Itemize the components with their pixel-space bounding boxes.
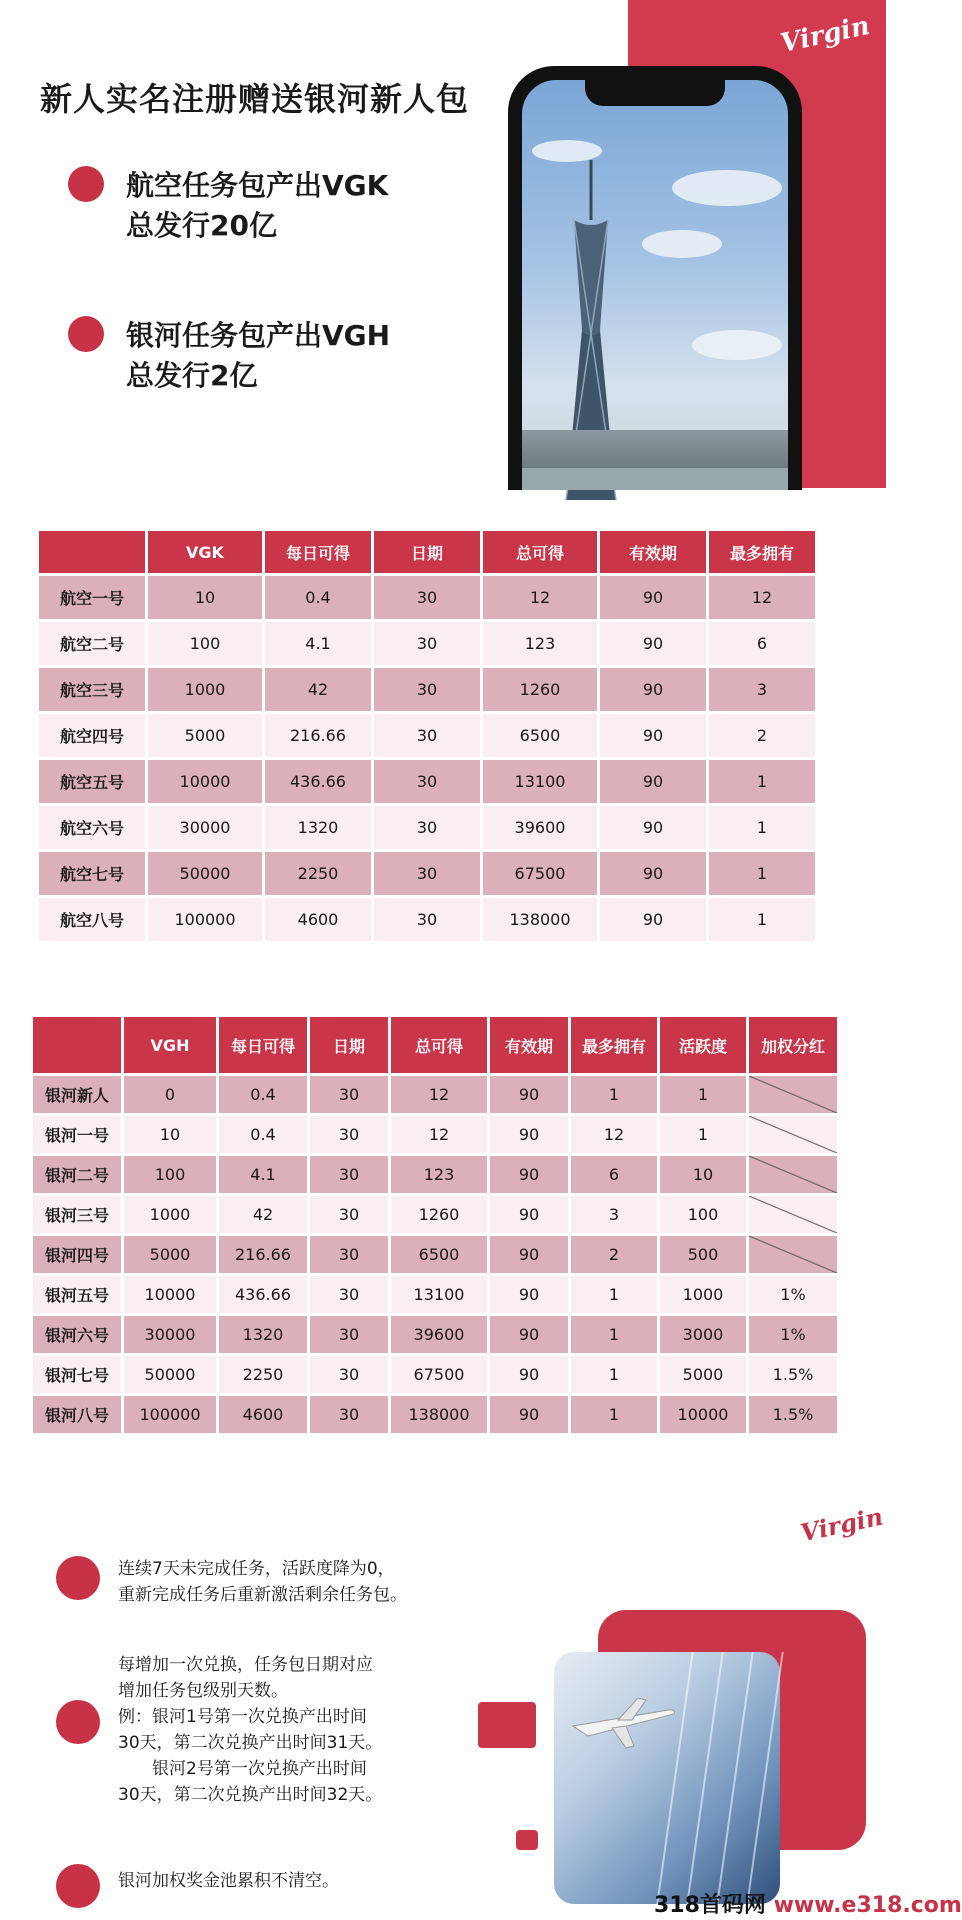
table-cell: 6 [709, 622, 815, 665]
row-label-cell: 航空五号 [39, 760, 145, 803]
table-cell: 5000 [124, 1236, 216, 1273]
table-cell: 90 [490, 1316, 568, 1353]
table-cell: 39600 [483, 806, 597, 849]
table-cell: 100 [148, 622, 262, 665]
virgin-logo: Virgin [777, 10, 873, 60]
row-label-cell: 航空四号 [39, 714, 145, 757]
row-label-cell: 银河八号 [33, 1396, 121, 1433]
table-row [39, 714, 815, 757]
table-cell: 10 [660, 1156, 746, 1193]
row-label-cell: 银河七号 [33, 1356, 121, 1393]
table-header-cell: 活跃度 [660, 1017, 746, 1073]
table-row [33, 1116, 837, 1153]
table-cell: 30 [310, 1356, 388, 1393]
table-cell: 500 [660, 1236, 746, 1273]
note-dot-icon [56, 1556, 100, 1600]
table-header-cell: 有效期 [600, 531, 706, 573]
table-cell: 2250 [265, 852, 371, 895]
bullet-dot-icon [68, 166, 104, 202]
table-cell: 1.5% [749, 1396, 837, 1433]
table-header-cell: 最多拥有 [571, 1017, 657, 1073]
table-cell: 4600 [265, 898, 371, 941]
decor-square [516, 1830, 538, 1850]
table-cell: 13100 [483, 760, 597, 803]
bullet-line: 银河任务包产出VGH [126, 319, 391, 352]
table-header-cell: 日期 [310, 1017, 388, 1073]
canton-tower-photo [522, 80, 788, 490]
decor-square [478, 1702, 536, 1748]
table-row [33, 1316, 837, 1353]
table-row [39, 576, 815, 619]
table-cell: 0.4 [219, 1076, 307, 1113]
table-cell: 0.4 [265, 576, 371, 619]
row-label-cell: 银河五号 [33, 1276, 121, 1313]
table-cell: 30 [374, 806, 480, 849]
table-header-cell: 有效期 [490, 1017, 568, 1073]
table-cell: 1% [749, 1276, 837, 1313]
table-cell: 1 [571, 1076, 657, 1113]
table-cell: 1000 [660, 1276, 746, 1313]
table-cell [749, 1076, 837, 1113]
table-cell: 90 [600, 898, 706, 941]
table-cell: 90 [490, 1356, 568, 1393]
table-cell: 90 [600, 714, 706, 757]
table-cell: 123 [391, 1156, 487, 1193]
table-row [33, 1076, 837, 1113]
table-cell: 10 [148, 576, 262, 619]
table-cell: 3 [571, 1196, 657, 1233]
row-label-cell: 航空六号 [39, 806, 145, 849]
table-header-cell: 每日可得 [219, 1017, 307, 1073]
table-cell: 436.66 [219, 1276, 307, 1313]
table-cell: 6500 [483, 714, 597, 757]
table-cell: 39600 [391, 1316, 487, 1353]
table-cell [749, 1236, 837, 1273]
note-dot-icon [56, 1700, 100, 1744]
table-row [33, 1396, 837, 1433]
table-header-row [33, 1017, 837, 1073]
row-label-cell: 航空七号 [39, 852, 145, 895]
table-cell [749, 1156, 837, 1193]
row-label-cell: 银河二号 [33, 1156, 121, 1193]
table-cell: 30 [374, 576, 480, 619]
table-cell: 90 [490, 1116, 568, 1153]
table-cell: 50000 [148, 852, 262, 895]
row-label-cell: 银河三号 [33, 1196, 121, 1233]
table-cell: 30 [310, 1076, 388, 1113]
table-cell: 1 [709, 806, 815, 849]
table-cell: 1.5% [749, 1356, 837, 1393]
row-label-cell: 航空一号 [39, 576, 145, 619]
row-label-cell: 银河四号 [33, 1236, 121, 1273]
table-cell: 30 [374, 668, 480, 711]
table-cell: 123 [483, 622, 597, 665]
table-cell: 12 [391, 1116, 487, 1153]
table-cell: 4600 [219, 1396, 307, 1433]
bullet-line: 总发行20亿 [126, 209, 277, 242]
table-cell: 12 [391, 1076, 487, 1113]
table-header-cell: 每日可得 [265, 531, 371, 573]
table-cell: 30 [310, 1156, 388, 1193]
table-cell: 3 [709, 668, 815, 711]
table-cell: 90 [490, 1276, 568, 1313]
table-cell: 10000 [148, 760, 262, 803]
table-cell [749, 1116, 837, 1153]
table-cell: 30 [374, 714, 480, 757]
table-row [33, 1276, 837, 1313]
page-title: 新人实名注册赠送银河新人包 [40, 80, 470, 118]
table-cell: 67500 [483, 852, 597, 895]
table-cell: 216.66 [265, 714, 371, 757]
table-cell: 100000 [124, 1396, 216, 1433]
vgh-table [30, 1014, 840, 1436]
table-cell: 2250 [219, 1356, 307, 1393]
table-header-cell: 最多拥有 [709, 531, 815, 573]
table-cell: 4.1 [265, 622, 371, 665]
table-cell: 1320 [265, 806, 371, 849]
table-cell: 1 [660, 1116, 746, 1153]
table-row [39, 898, 815, 941]
table-cell: 6500 [391, 1236, 487, 1273]
row-label-cell: 航空三号 [39, 668, 145, 711]
building-airplane-photo [554, 1652, 780, 1904]
table-row [39, 668, 815, 711]
row-label-cell: 航空二号 [39, 622, 145, 665]
table-cell: 2 [571, 1236, 657, 1273]
table-cell: 1 [571, 1396, 657, 1433]
table-row [33, 1236, 837, 1273]
table-cell: 90 [490, 1196, 568, 1233]
table-cell: 138000 [483, 898, 597, 941]
table-row [39, 622, 815, 665]
note-1: 连续7天未完成任务，活跃度降为0， 重新完成任务后重新激活剩余任务包。 [118, 1559, 407, 1605]
table-header-cell: 总可得 [391, 1017, 487, 1073]
table-cell: 0 [124, 1076, 216, 1113]
table-cell: 1260 [391, 1196, 487, 1233]
table-cell: 1 [709, 898, 815, 941]
table-cell: 90 [600, 760, 706, 803]
table-cell: 436.66 [265, 760, 371, 803]
phone-mockup [508, 66, 802, 490]
table-cell: 30 [374, 852, 480, 895]
table-cell: 90 [600, 806, 706, 849]
note-3: 银河加权奖金池累积不清空。 [118, 1871, 339, 1891]
table-cell: 1 [660, 1076, 746, 1113]
table-cell: 100 [124, 1156, 216, 1193]
table-header-cell: 日期 [374, 531, 480, 573]
table-cell: 6 [571, 1156, 657, 1193]
table-header-cell: VGH [124, 1017, 216, 1073]
table-cell: 1 [571, 1316, 657, 1353]
table-header-cell: VGK [148, 531, 262, 573]
table-cell: 90 [600, 668, 706, 711]
table-row [33, 1196, 837, 1233]
table-cell: 30 [374, 622, 480, 665]
table-cell: 1000 [124, 1196, 216, 1233]
table-header-cell: 总可得 [483, 531, 597, 573]
table-cell: 67500 [391, 1356, 487, 1393]
row-label-cell: 银河一号 [33, 1116, 121, 1153]
table-cell: 30 [310, 1196, 388, 1233]
table-cell [749, 1196, 837, 1233]
note-dot-icon [56, 1864, 100, 1908]
table-cell: 90 [600, 576, 706, 619]
table-cell: 216.66 [219, 1236, 307, 1273]
table-row [39, 806, 815, 849]
table-cell: 1260 [483, 668, 597, 711]
row-label-cell: 银河新人 [33, 1076, 121, 1113]
table-cell: 12 [483, 576, 597, 619]
table-cell: 30 [310, 1116, 388, 1153]
table-row [33, 1356, 837, 1393]
table-cell: 1320 [219, 1316, 307, 1353]
table-cell: 90 [490, 1396, 568, 1433]
airplane-icon [568, 1692, 678, 1752]
table-cell: 5000 [148, 714, 262, 757]
table-cell: 5000 [660, 1356, 746, 1393]
table-cell: 30 [374, 898, 480, 941]
table-cell: 1 [709, 760, 815, 803]
table-row [39, 852, 815, 895]
table-cell: 30 [310, 1276, 388, 1313]
table-cell: 30000 [148, 806, 262, 849]
note-2: 每增加一次兑换，任务包日期对应 增加任务包级别天数。 例：银河1号第一次兑换产出时间 30天，第二次兑换产出时间31天。 银河2号第一次兑换产出时间 30天，第二次兑换产出时间32天。 [118, 1655, 383, 1805]
bullet-vgk [68, 166, 388, 246]
table-cell: 100000 [148, 898, 262, 941]
table-cell: 30000 [124, 1316, 216, 1353]
table-cell: 90 [600, 622, 706, 665]
table-cell: 30 [310, 1396, 388, 1433]
table-cell: 42 [265, 668, 371, 711]
table-cell: 1 [571, 1356, 657, 1393]
table-cell: 42 [219, 1196, 307, 1233]
table-cell: 30 [374, 760, 480, 803]
vgk-table [36, 528, 818, 944]
row-label-cell: 银河六号 [33, 1316, 121, 1353]
table-cell: 2 [709, 714, 815, 757]
table-cell: 1 [571, 1276, 657, 1313]
table-cell: 0.4 [219, 1116, 307, 1153]
table-cell: 90 [600, 852, 706, 895]
bullet-vgh [68, 316, 390, 396]
table-cell: 12 [571, 1116, 657, 1153]
table-cell: 4.1 [219, 1156, 307, 1193]
row-label-cell: 航空八号 [39, 898, 145, 941]
virgin-logo-bottom: Virgin [797, 1501, 886, 1548]
table-row [39, 760, 815, 803]
table-cell: 30 [310, 1236, 388, 1273]
table-cell: 100 [660, 1196, 746, 1233]
table-cell: 13100 [391, 1276, 487, 1313]
phone-notch [585, 80, 725, 106]
table-cell: 1% [749, 1316, 837, 1353]
bullet-dot-icon [68, 316, 104, 352]
table-cell: 10000 [660, 1396, 746, 1433]
table-cell: 3000 [660, 1316, 746, 1353]
table-cell: 1000 [148, 668, 262, 711]
table-row [33, 1156, 837, 1193]
table-cell: 138000 [391, 1396, 487, 1433]
table-cell: 12 [709, 576, 815, 619]
table-header-cell: 加权分红 [749, 1017, 837, 1073]
table-header-cell [39, 531, 145, 573]
table-cell: 1 [709, 852, 815, 895]
table-cell: 90 [490, 1236, 568, 1273]
table-cell: 10000 [124, 1276, 216, 1313]
bullet-line: 航空任务包产出VGK [126, 169, 389, 202]
watermark: 318首码网 www.e318.com [654, 1893, 962, 1918]
table-header-cell [33, 1017, 121, 1073]
bullet-line: 总发行2亿 [126, 359, 258, 392]
table-cell: 90 [490, 1076, 568, 1113]
table-header-row [39, 531, 815, 573]
table-cell: 10 [124, 1116, 216, 1153]
table-cell: 50000 [124, 1356, 216, 1393]
table-cell: 90 [490, 1156, 568, 1193]
table-cell: 30 [310, 1316, 388, 1353]
